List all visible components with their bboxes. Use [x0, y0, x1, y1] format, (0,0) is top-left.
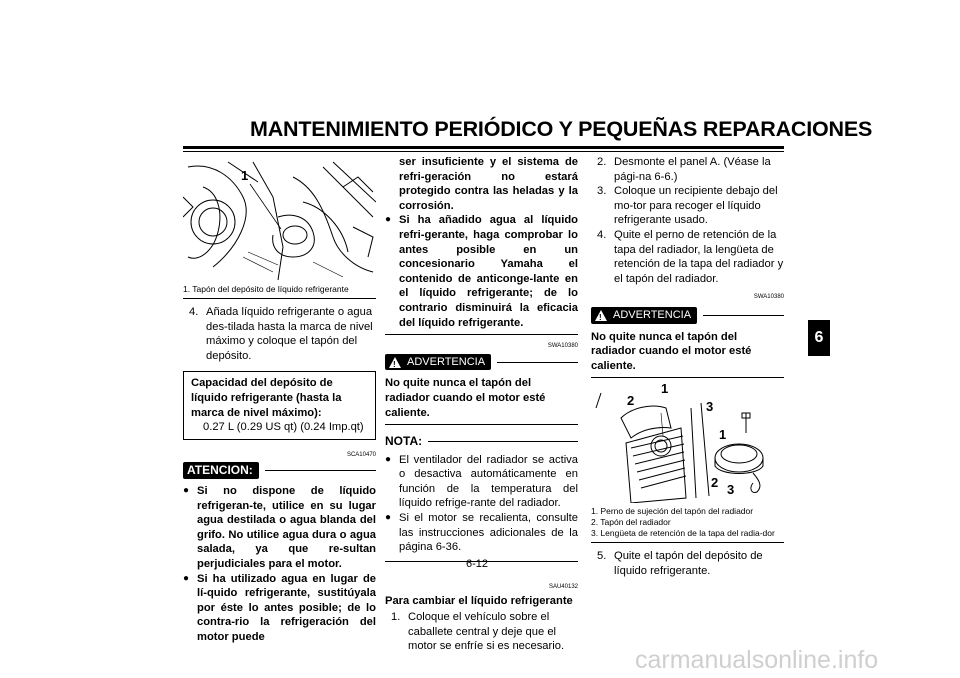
radiator-illustration: [591, 388, 784, 503]
caution-code: SCA10470: [346, 451, 376, 458]
figure-callout-2b: 2: [711, 475, 719, 491]
bullet-icon: ●: [385, 214, 392, 226]
bullet-text: Si no dispone de líquido refrigeran-te, utilice en su lugar agua destilada o agua blanda del grifo. No utilice agua dura o agua salada, ya que re-sultan perjudiciales para el motor.: [197, 484, 376, 570]
coolant-reservoir-figure: [183, 157, 376, 280]
section-tab: 6: [808, 320, 830, 356]
caution-continued: [385, 155, 578, 330]
warning-code: SWA10380: [547, 343, 578, 350]
caution-bullet-2: [183, 572, 376, 645]
bullet-icon: ●: [385, 512, 392, 524]
bullet-icon: ●: [183, 484, 190, 496]
figure-callout-1b: 1: [719, 427, 727, 443]
caption-rule: [183, 298, 376, 299]
caption-1: 1. Perno de sujeción del tapón del radiador: [591, 506, 754, 517]
caution-bullet-1: [183, 484, 376, 572]
figure-callout-1: 1: [241, 168, 249, 183]
caution-bullet-3: [385, 213, 578, 330]
bullet-text: Si ha añadido agua al líquido refri-gerante, haga comprobar lo antes posible en un concesionario Yamaha el contenido de anticonge-lante en el líquido refrigerante; de lo contrario disminuirá la eficacia del líquido refrigerante.: [399, 214, 578, 329]
note-header: [385, 434, 578, 449]
title-rule: [183, 146, 784, 149]
column-3: [591, 155, 784, 579]
step-number: 1.: [391, 611, 401, 624]
section-code: SAU40132: [548, 583, 578, 590]
capacity-title: Capacidad del depósito de líquido refrigerante (hasta la marca de nivel máximo):: [191, 377, 342, 419]
caution-bullet-2-cont: [385, 155, 578, 213]
caution-label: ATENCION:: [183, 462, 259, 479]
step-number: 2.: [597, 156, 607, 168]
warning-triangle-icon: !: [595, 310, 607, 321]
column-1: [183, 157, 376, 644]
step-4: [591, 228, 784, 286]
note-bullet-1: [385, 453, 578, 511]
warning-label: ADVERTENCIA: [407, 355, 486, 368]
bullet-text: ser insuficiente y el sistema de refri-geración no estará protegido contra las heladas y la corrosión.: [399, 156, 578, 212]
bullet-text: El ventilador del radiador se activa o desactiva automáticamente en función de la temperatura del líquido refrige-rante del radiador.: [399, 453, 578, 510]
warning-badge: [591, 307, 697, 324]
warning-triangle-icon: !: [389, 357, 401, 368]
page-number: 6-12: [466, 558, 489, 570]
caption-rule: [591, 542, 784, 543]
step-5: [591, 549, 784, 578]
step-number: 3.: [597, 185, 607, 198]
warning-label: ADVERTENCIA: [613, 308, 692, 321]
caution-header: [183, 462, 376, 479]
warning-badge: [385, 354, 491, 371]
step-text: Coloque un recipiente debajo del mo-tor para recoger el líquido refrigerante usado.: [614, 185, 778, 227]
engine-illustration: [183, 157, 376, 280]
caution-content: [183, 484, 376, 645]
step-text: Quite el tapón del depósito de líquido refrigerante.: [614, 550, 763, 577]
step-number: 4.: [597, 228, 607, 241]
step-number: 4.: [189, 306, 199, 318]
warning-end-rule: [591, 377, 784, 378]
caption-3: 3. Lengüeta de retención de la tapa del radia-dor: [591, 528, 775, 539]
page-title: MANTENIMIENTO PERIÓDICO Y PEQUEÑAS REPARACIONES: [250, 117, 873, 141]
step-text: Añada líquido refrigerante o agua des-tilada hasta la marca de nivel máximo y coloque el tapón del depósito.: [206, 306, 373, 362]
step-1: [385, 610, 578, 654]
note-label: NOTA:: [385, 434, 423, 449]
step-2: [591, 155, 784, 184]
warning-text: No quite nunca el tapón del radiador cuando el motor esté caliente.: [385, 377, 546, 419]
note-rule: [428, 441, 578, 442]
bullet-text: Si ha utilizado agua en lugar de lí-quido refrigerante, sustitúyala por éste lo antes posible; de lo contra-rio la refrigeración del motor puede: [197, 572, 376, 643]
bullet-icon: ●: [385, 453, 392, 465]
figure-callout-3b: 3: [727, 482, 735, 498]
step-number: 5.: [597, 550, 607, 563]
step-text: Coloque el vehículo sobre el caballete central y deje que el motor se enfríe si es necesario.: [408, 611, 565, 653]
section-heading: Para cambiar el líquido refrigerante: [385, 595, 573, 608]
step-text: Quite el perno de retención de la tapa del radiador, la lengüeta de retención de la tapa del radiador y el tapón del radiador.: [614, 228, 784, 285]
column-2: [385, 155, 578, 654]
bullet-icon: ●: [183, 572, 190, 584]
step-3: [591, 184, 784, 228]
note-content: [385, 453, 578, 555]
caution-end-rule: [385, 334, 578, 335]
radiator-cap-figure: [591, 381, 784, 503]
warning-text: No quite nunca el tapón del radiador cuando el motor esté caliente.: [591, 330, 752, 372]
figure-callout-2a: 2: [627, 393, 635, 409]
note-bullet-2: [385, 511, 578, 555]
step-text: Desmonte el panel A. (Véase la pági-na 6-6.): [614, 156, 771, 183]
title-rule-thin: [183, 151, 784, 152]
bullet-text: Si el motor se recalienta, consulte las instrucciones adicionales de la página 6-36.: [399, 512, 578, 554]
warning-header: [385, 354, 578, 371]
capacity-box: [183, 371, 376, 439]
figure-captions: [591, 506, 784, 539]
warning-header: [591, 307, 784, 324]
capacity-value: 0.27 L (0.29 US qt) (0.24 Imp.qt): [203, 421, 364, 434]
figure-caption: 1. Tapón del depósito de líquido refrigerante: [183, 284, 349, 294]
figure-callout-3a: 3: [706, 399, 714, 415]
watermark: carmanualsonline.info: [635, 646, 879, 674]
warning-code: SWA10380: [753, 294, 784, 301]
figure-callout-1a: 1: [661, 381, 669, 397]
step-4: [183, 305, 376, 363]
warning-end-rule: [385, 424, 578, 425]
caption-2: 2. Tapón del radiador: [591, 517, 671, 528]
warning-rule: [497, 362, 578, 363]
caution-rule: [265, 470, 376, 471]
warning-rule: [703, 315, 784, 316]
